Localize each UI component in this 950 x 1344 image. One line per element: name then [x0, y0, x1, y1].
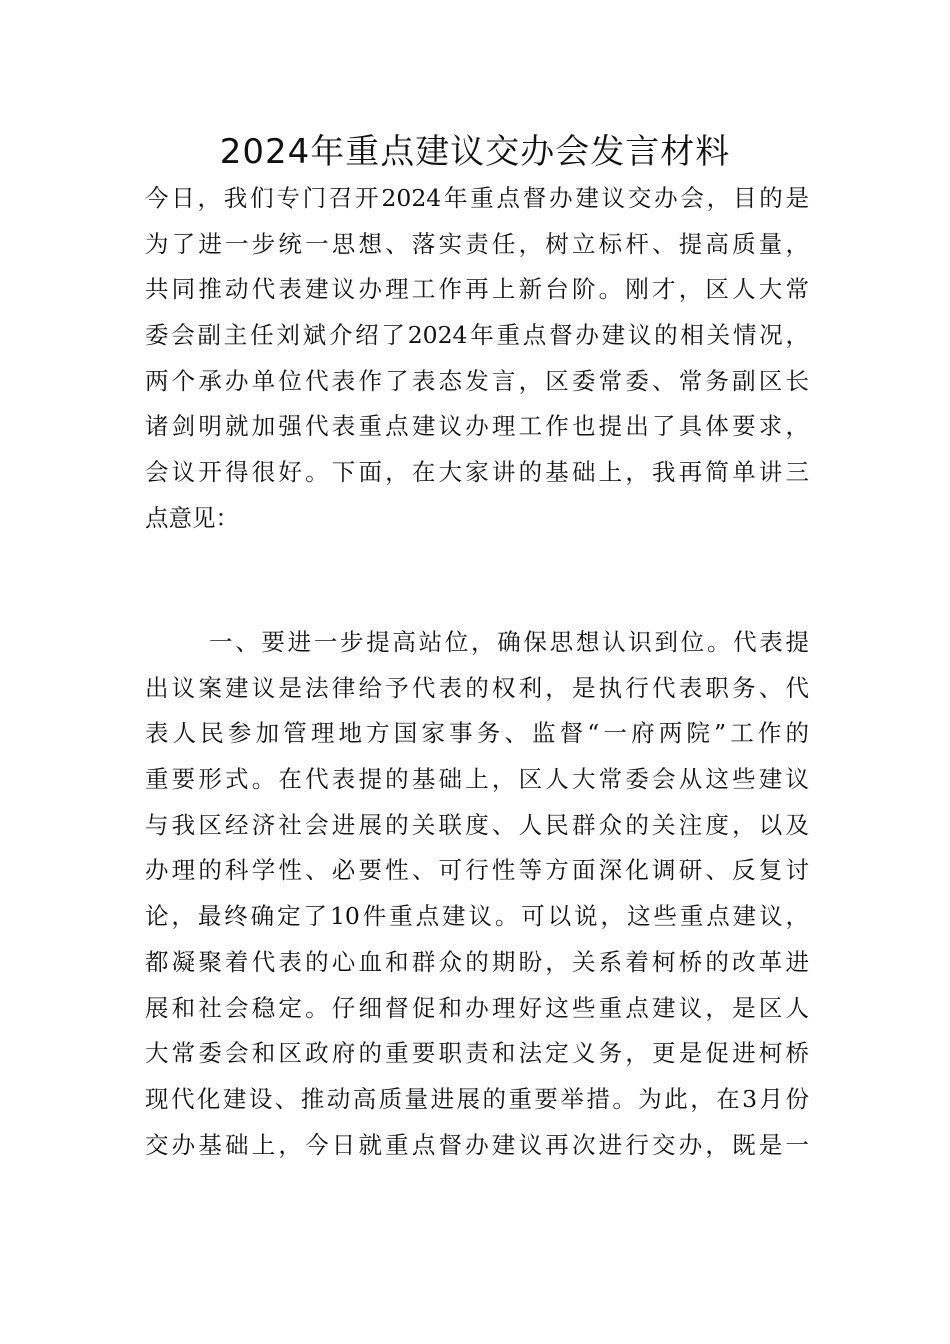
text-line: 会议开得很好。下面，在大家讲的基础上，我再简单讲三	[145, 458, 809, 487]
text-line: 诸剑明就加强代表重点建议办理工作也提出了具体要求，	[145, 412, 809, 441]
text-line: 表人民参加管理地方国家事务、监督“一府两院”工作的	[145, 719, 809, 748]
paragraph-intro	[145, 176, 809, 542]
text-line: 点意见：	[145, 503, 239, 532]
text-line: 大常委会和区政府的重要职责和法定义务，更是促进柯桥	[145, 1039, 809, 1068]
text-line: 交办基础上，今日就重点督办建议再次进行交办，既是一	[145, 1130, 809, 1159]
text-line: 共同推动代表建议办理工作再上新台阶。刚才，区人大常	[145, 275, 809, 304]
text-line: 办理的科学性、必要性、可行性等方面深化调研、反复讨	[145, 856, 809, 885]
text-line: 重要形式。在代表提的基础上，区人大常委会从这些建议	[145, 765, 809, 794]
text-line: 委会副主任刘斌介绍了2024年重点督办建议的相关情况，	[145, 321, 809, 350]
text-line: 论，最终确定了10件重点建议。可以说，这些重点建议，	[145, 902, 809, 931]
text-line: 为了进一步统一思想、落实责任，树立标杆、提高质量，	[145, 229, 809, 258]
text-line: 一、要进一步提高站位，确保思想认识到位。代表提	[209, 628, 809, 656]
text-line: 与我区经济社会进展的关联度、人民群众的关注度，以及	[145, 810, 809, 839]
text-line: 出议案建议是法律给予代表的权利，是执行代表职务、代	[145, 673, 809, 702]
text-line: 两个承办单位代表作了表态发言，区委常委、常务副区长	[145, 366, 809, 395]
text-line: 今日，我们专门召开2024年重点督办建议交办会，目的是	[145, 184, 809, 212]
text-line: 都凝聚着代表的心血和群众的期盼，关系着柯桥的改革进	[145, 947, 809, 976]
text-line: 现代化建设、推动高质量进展的重要举措。为此，在3月份	[145, 1084, 809, 1113]
paragraph-point-one	[145, 620, 809, 1168]
document-title: 2024年重点建议交办会发言材料	[219, 132, 731, 172]
text-line: 展和社会稳定。仔细督促和办理好这些重点建议，是区人	[145, 993, 809, 1022]
